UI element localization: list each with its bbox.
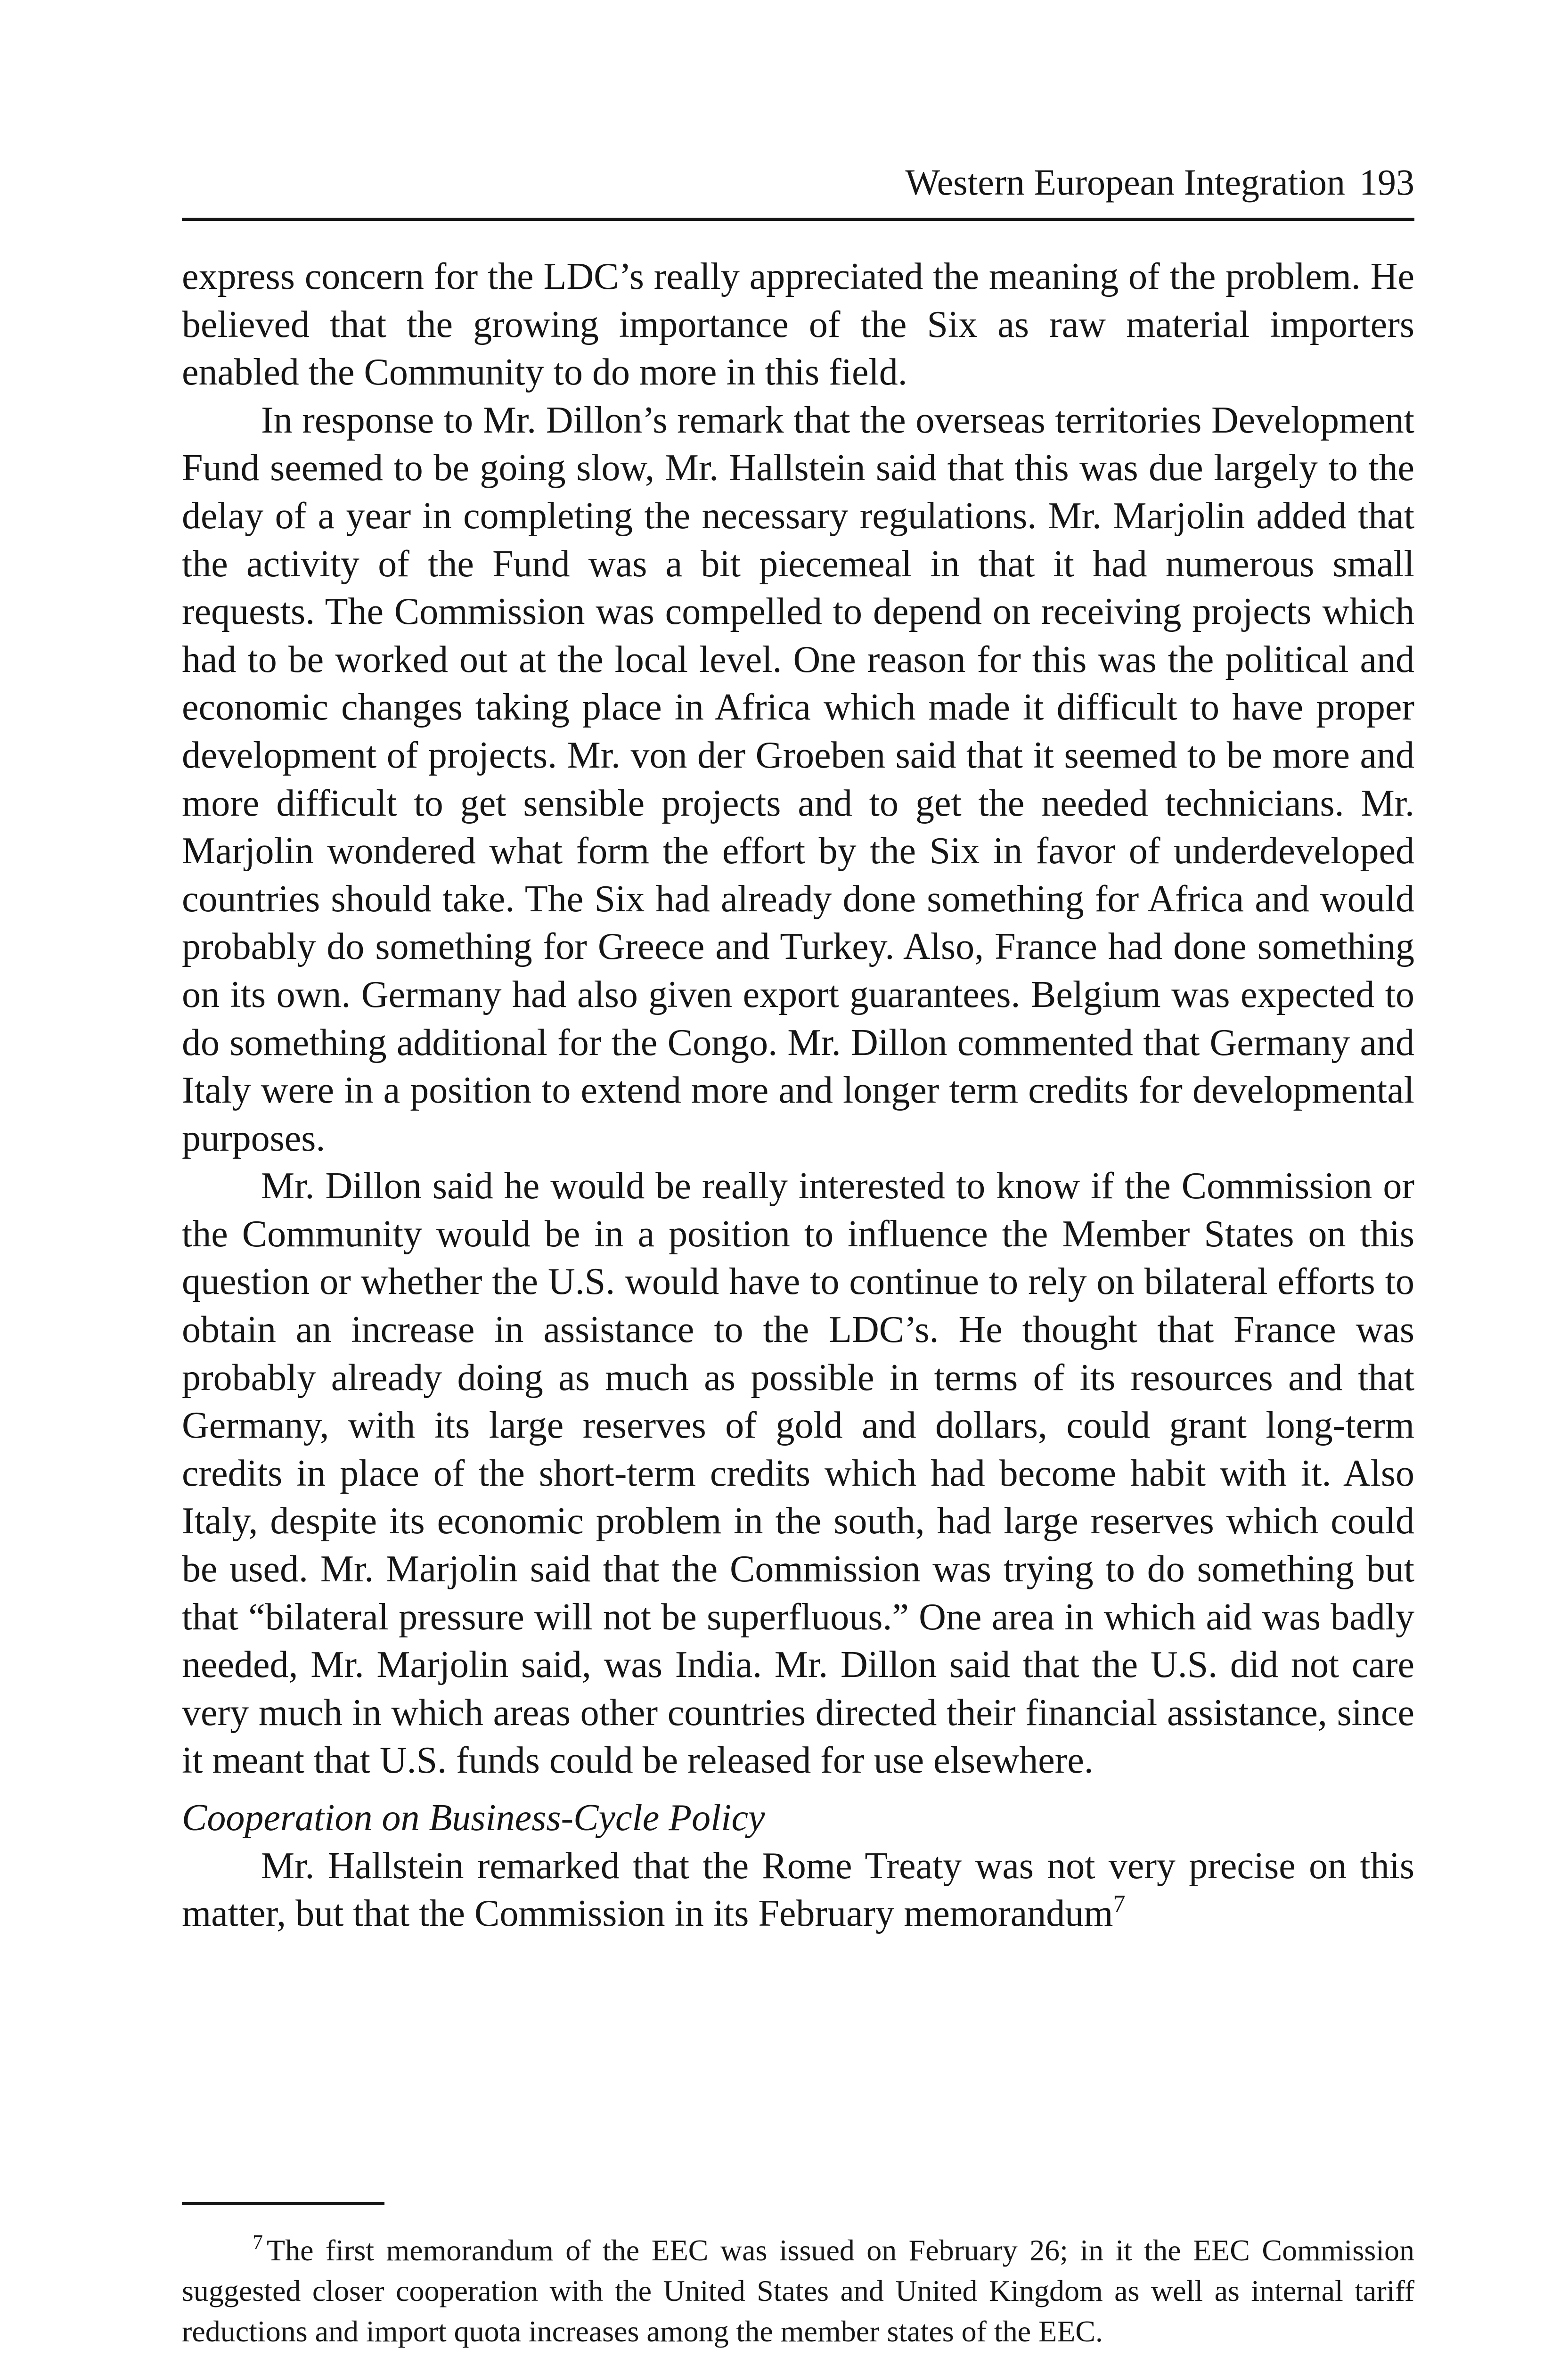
footnote — [182, 2230, 1414, 2352]
footnote-text: The first memorandum of the EEC was issued on February 26; in it the EEC Commission suggested closer cooperation with the United States and United Kingdom as well as internal tariff reductions and import quota increases among the member states of the EEC. — [182, 2233, 1414, 2348]
header-rule — [182, 218, 1414, 221]
footnote-marker: 7 — [253, 2231, 263, 2254]
paragraph-4-text: Mr. Hallstein remarked that the Rome Treaty was not very precise on this matter, but that the Commission in its February memorandum — [182, 1845, 1414, 1935]
body-text — [182, 253, 1414, 1938]
page-number: 193 — [1359, 162, 1414, 203]
running-head — [905, 164, 1414, 201]
section-heading: Cooperation on Business-Cycle Policy — [182, 1797, 765, 1839]
paragraph-1: express concern for the LDC’s really appreciated the meaning of the problem. He believed that the growing importance of the Six as raw material importers enabled the Community to do more in this field. — [182, 256, 1414, 393]
footnote-rule — [182, 2202, 384, 2205]
paragraph-3: Mr. Dillon said he would be really interested to know if the Commission or the Community would be in a position to influence the Member States on this question or whether the U.S. would have to continue to rely on bilateral efforts to obtain an increase in assistance to the LDC’s. He thought that France was probably already doing as much as possible in terms of its resources and that Germany, with its large reserves of gold and dollars, could grant long-term credits in place of the short-term credits which had become habit with it. Also Italy, despite its economic problem in the south, had large reserves which could be used. Mr. Marjolin said that the Commission was trying to do something but that “bilateral pressure will not be superfluous.” One area in which aid was badly needed, Mr. Marjolin said, was India. Mr. Dillon said that the U.S. did not care very much in which areas other countries directed their financial assistance, since it meant that U.S. funds could be released for use elsewhere. — [182, 1165, 1414, 1782]
running-title: Western European Integration — [905, 162, 1345, 203]
paragraph-4 — [182, 1842, 1414, 1938]
page-header — [182, 155, 1414, 203]
footnote-reference: 7 — [1113, 1890, 1126, 1918]
paragraph-2: In response to Mr. Dillon’s remark that the overseas territories Development Fund seemed to be going slow, Mr. Hallstein said that this was due largely to the delay of a year in completing the necessary regulations. Mr. Marjolin added that the activity of the Fund was a bit piecemeal in that it had numerous small requests. The Commission was compelled to depend on receiving projects which had to be worked out at the local level. One reason for this was the political and economic changes taking place in Africa which made it difficult to have proper development of projects. Mr. von der Groeben said that it seemed to be more and more difficult to get sensible projects and to get the needed technicians. Mr. Marjolin wondered what form the effort by the Six in favor of underdeveloped countries should take. The Six had already done something for Africa and would probably do something for Greece and Turkey. Also, France had done something on its own. Germany had also given export guarantees. Belgium was expected to do something additional for the Congo. Mr. Dillon commented that Germany and Italy were in a position to extend more and longer term credits for developmental purposes. — [182, 399, 1414, 1159]
